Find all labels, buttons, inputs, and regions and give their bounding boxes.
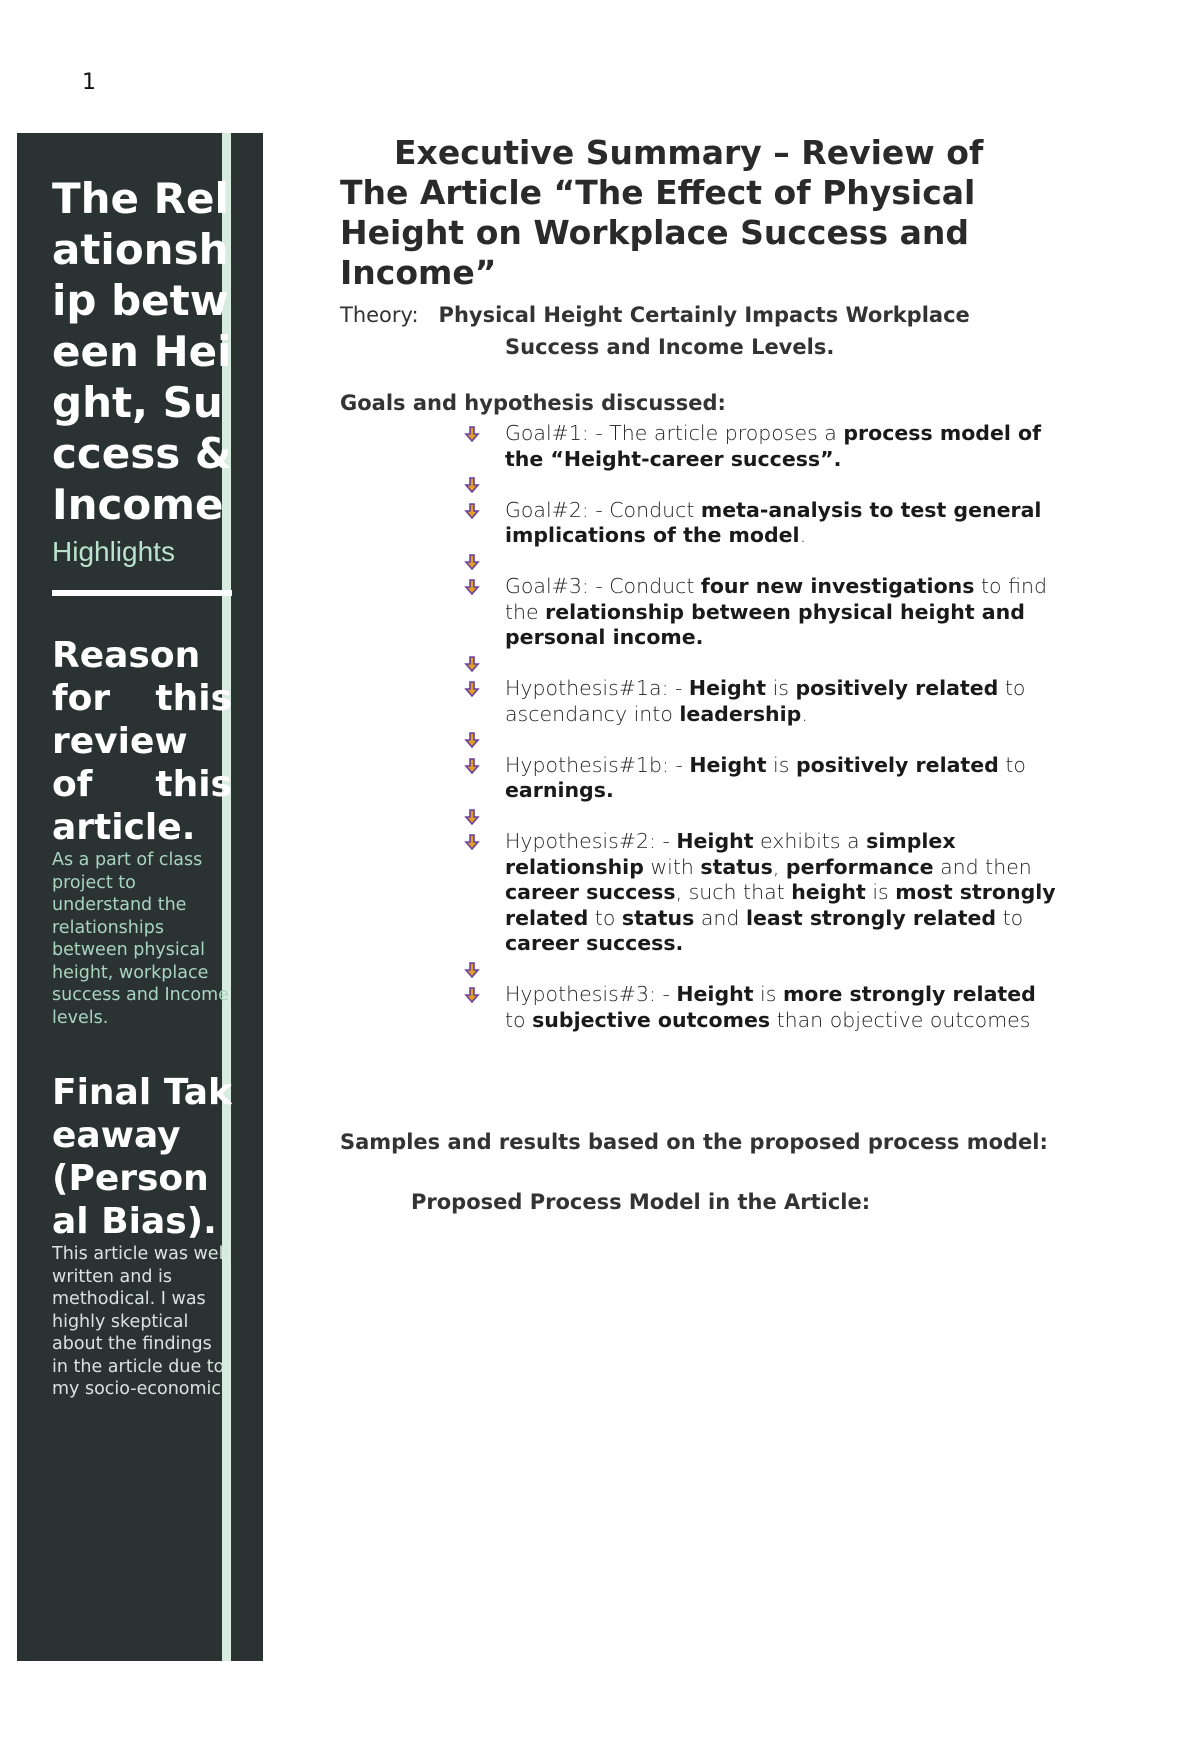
goal-emphasis: positively related bbox=[795, 676, 999, 700]
goal-emphasis: meta-analysis to test general implications of the model bbox=[505, 497, 1042, 547]
theory-line bbox=[340, 299, 1060, 331]
goal-item bbox=[464, 982, 1060, 1033]
goal-item bbox=[464, 574, 1060, 651]
goal-emphasis: performance bbox=[785, 854, 934, 879]
goal-text: Hypothesis#2: - bbox=[505, 829, 677, 853]
arrow-bullet-icon bbox=[464, 554, 480, 570]
goal-emphasis: status bbox=[700, 854, 773, 879]
goal-item bbox=[464, 676, 1060, 727]
goal-emphasis: status bbox=[621, 905, 695, 930]
theory-text: Physical Height Certainly Impacts Workplace bbox=[438, 303, 970, 327]
goals-list bbox=[340, 421, 1060, 1033]
goal-text: is bbox=[766, 676, 796, 700]
arrow-bullet-icon bbox=[464, 834, 480, 850]
page-number: 1 bbox=[82, 70, 96, 95]
goal-item bbox=[464, 727, 1060, 753]
arrow-bullet-icon bbox=[464, 426, 480, 442]
goal-emphasis: leadership bbox=[679, 701, 802, 726]
final-takeaway-heading: Final Takeaway (Personal Bias). bbox=[52, 1072, 232, 1242]
goal-text: to bbox=[996, 905, 1024, 930]
process-model-label: Proposed Process Model in the Article: bbox=[411, 1190, 871, 1214]
main-content bbox=[340, 133, 1060, 1216]
arrow-bullet-icon bbox=[464, 656, 480, 672]
goal-emphasis: career success bbox=[505, 880, 676, 904]
goal-text: , such that bbox=[675, 880, 792, 904]
goal-emphasis: most strongly related bbox=[505, 880, 1056, 930]
goal-text: Hypothesis#1a: - bbox=[505, 676, 689, 700]
goal-emphasis: subjective outcomes bbox=[532, 1007, 771, 1032]
sidebar-title: The Relationship between Height, Success & Income bbox=[52, 174, 232, 529]
goal-emphasis: Height bbox=[676, 982, 754, 1006]
goal-emphasis: career success. bbox=[505, 931, 684, 955]
goal-emphasis: least strongly related bbox=[745, 905, 997, 930]
goal-text: and bbox=[694, 905, 746, 930]
reason-body: As a part of class project to understand the relationships between physical height, workplace success and Income levels. bbox=[52, 850, 229, 1028]
goal-text: to bbox=[588, 905, 622, 930]
arrow-bullet-icon bbox=[464, 477, 480, 493]
goal-text: is bbox=[766, 752, 796, 777]
goal-text: Goal#2: - Conduct bbox=[505, 497, 701, 522]
final-takeaway-body: This article was well written and is methodical. I was highly skeptical about the findings in the article due to my socio-economic bbox=[52, 1244, 229, 1399]
goal-emphasis: four new investigations bbox=[700, 574, 975, 598]
goal-text: than objective outcomes bbox=[770, 1007, 1031, 1032]
theory-label: Theory: bbox=[340, 303, 419, 327]
goal-emphasis: earnings. bbox=[505, 778, 614, 802]
goal-text: to find the bbox=[505, 574, 1047, 624]
goal-item bbox=[464, 957, 1060, 983]
goal-text: Goal#3: - Conduct bbox=[505, 574, 701, 598]
goal-emphasis: positively related bbox=[795, 752, 999, 777]
goal-text: Goal#1: - The article proposes a bbox=[505, 421, 844, 445]
goal-emphasis: process model of the “Height-career success”. bbox=[505, 421, 1042, 471]
goal-text: is bbox=[865, 880, 896, 904]
goal-emphasis: relationship between physical height and personal income. bbox=[505, 599, 1025, 649]
goal-emphasis: more strongly related bbox=[782, 982, 1036, 1006]
goal-text: to bbox=[998, 752, 1026, 777]
goal-text: Hypothesis#1b: - bbox=[505, 752, 690, 777]
goal-item bbox=[464, 804, 1060, 830]
goal-item bbox=[464, 651, 1060, 677]
goal-text: to ascendancy into bbox=[505, 676, 1026, 726]
arrow-bullet-icon bbox=[464, 987, 480, 1003]
goal-text: and then bbox=[933, 854, 1032, 879]
arrow-bullet-icon bbox=[464, 758, 480, 774]
goals-label: Goals and hypothesis discussed: bbox=[340, 391, 726, 415]
sidebar-divider bbox=[52, 590, 232, 596]
arrow-bullet-icon bbox=[464, 809, 480, 825]
sidebar bbox=[17, 133, 263, 1661]
goal-text: with bbox=[643, 854, 701, 879]
samples-label: Samples and results based on the proposed process model: bbox=[340, 1130, 1048, 1154]
reason-heading: Reason for this review of this article. bbox=[52, 635, 232, 848]
arrow-bullet-icon bbox=[464, 732, 480, 748]
goal-text: to bbox=[505, 1007, 533, 1032]
goal-text: is bbox=[753, 982, 783, 1006]
goal-emphasis: Height bbox=[689, 752, 767, 777]
goal-emphasis: height bbox=[791, 880, 866, 904]
sidebar-content bbox=[52, 173, 232, 1401]
goal-item bbox=[464, 421, 1060, 472]
goal-text: . bbox=[801, 701, 808, 726]
goal-emphasis: Height bbox=[676, 829, 754, 853]
goal-text: exhibits a bbox=[753, 829, 867, 853]
goal-item bbox=[464, 753, 1060, 804]
theory-text-continued: Success and Income Levels. bbox=[505, 335, 835, 359]
goal-text: . bbox=[799, 523, 807, 547]
goal-text: , bbox=[772, 854, 786, 879]
goal-item bbox=[464, 829, 1060, 957]
goal-text: Hypothesis#3: - bbox=[505, 982, 677, 1006]
goal-item bbox=[464, 472, 1060, 498]
arrow-bullet-icon bbox=[464, 579, 480, 595]
arrow-bullet-icon bbox=[464, 681, 480, 697]
sidebar-highlights: Highlights bbox=[52, 536, 175, 567]
goal-emphasis: simplex relationship bbox=[505, 829, 956, 879]
goal-item bbox=[464, 498, 1060, 549]
document-title: Executive Summary – Review of The Article “The Effect of Physical Height on Workplace Success and Income” bbox=[340, 133, 984, 292]
arrow-bullet-icon bbox=[464, 503, 480, 519]
arrow-bullet-icon bbox=[464, 962, 480, 978]
goal-item bbox=[464, 549, 1060, 575]
goal-emphasis: Height bbox=[688, 676, 767, 700]
